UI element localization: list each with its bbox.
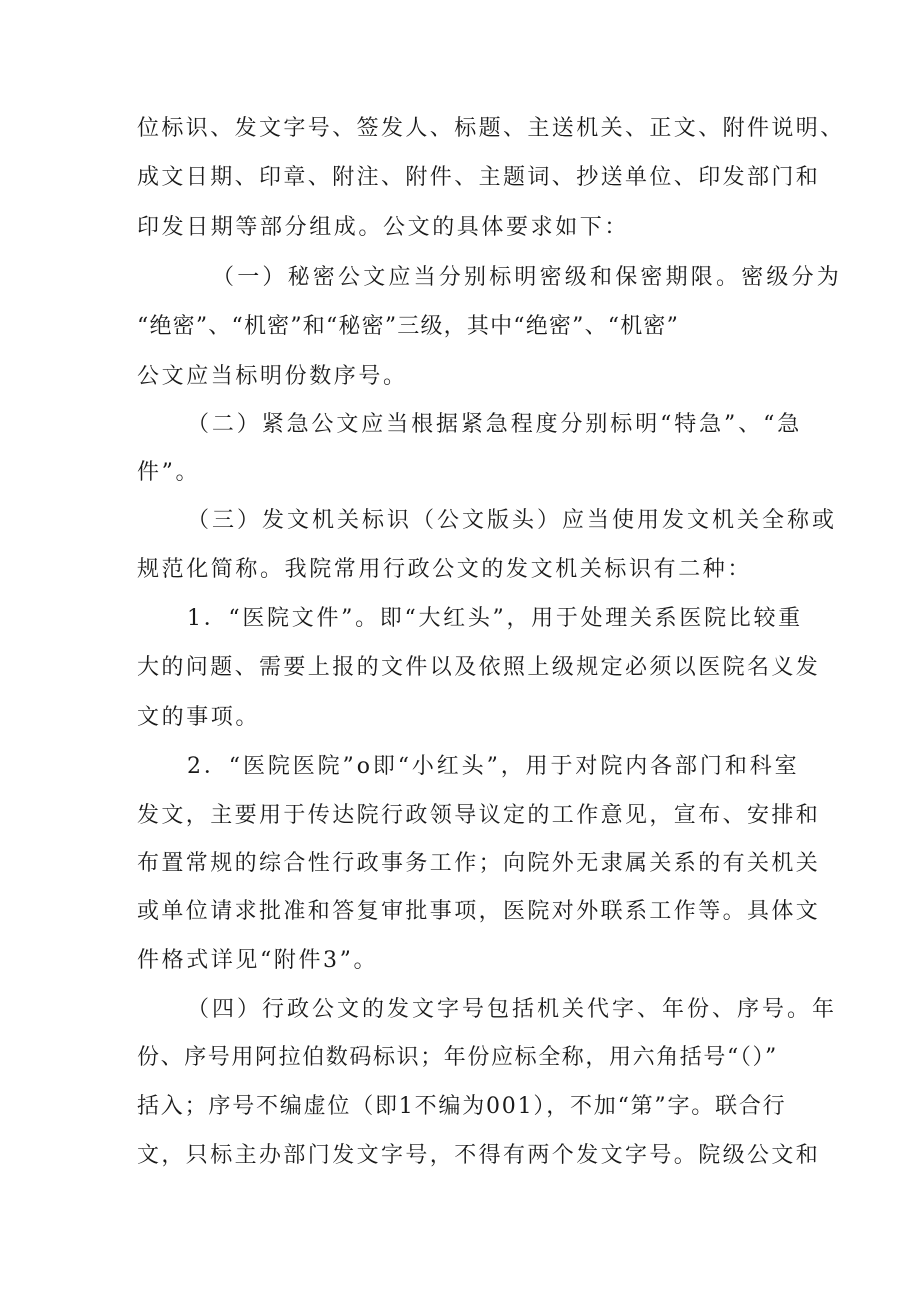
text-line-10: 规范化简称。我院常用行政公文的发文机关标识有二种： xyxy=(137,557,753,582)
text-line-19: （四）行政公文的发文字号包括机关代字、年份、序号。年 xyxy=(187,997,838,1022)
text-line-3: 印发日期等部分组成。公文的具体要求如下： xyxy=(137,215,630,240)
text-line-15: 发文，主要用于传达院行政领导议定的工作意见，宣布、安排和 xyxy=(137,803,821,828)
text-line-13: 文的事项。 xyxy=(137,705,261,730)
text-line-17: 或单位请求批准和答复审批事项，医院对外联系工作等。具体文 xyxy=(137,899,821,924)
text-line-12: 大的问题、需要上报的文件以及依照上级规定必须以医院名义发 xyxy=(137,655,821,680)
text-line-21: 括入；序号不编虚位（即1不编为001），不加“第”字。联合行 xyxy=(137,1094,787,1119)
text-line-5: “绝密”、“机密”和“秘密”三级，其中“绝密”、“机密” xyxy=(137,314,680,339)
text-line-9: （三）发文机关标识（公文版头）应当使用发文机关全称或 xyxy=(187,508,838,533)
text-line-8: 件”。 xyxy=(137,460,201,485)
text-line-6: 公文应当标明份数序号。 xyxy=(137,364,408,389)
text-line-14: 2．“医院医院”o即“小红头”，用于对院内各部门和科室 xyxy=(187,754,800,779)
text-line-1: 位标识、发文字号、签发人、标题、主送机关、正文、附件说明、 xyxy=(137,116,845,141)
text-line-2: 成文日期、印章、附注、附件、主题词、抄送单位、印发部门和 xyxy=(137,165,821,190)
text-line-7: （二）紧急公文应当根据紧急程度分别标明“特急”、“急 xyxy=(187,412,803,437)
text-line-20: 份、序号用阿拉伯数码标识；年份应标全称，用六角括号“（）” xyxy=(137,1045,778,1070)
text-line-18: 件格式详见“附件3”。 xyxy=(137,948,379,973)
text-line-22: 文，只标主办部门发文字号，不得有两个发文字号。院级公文和 xyxy=(137,1143,821,1168)
text-line-11: 1．“医院文件”。即“大红头”，用于处理关系医院比较重 xyxy=(187,606,803,631)
text-line-16: 布置常规的综合性行政事务工作；向院外无隶属关系的有关机关 xyxy=(137,851,821,876)
text-line-4: （一）秘密公文应当分别标明密级和保密期限。密级分为 xyxy=(212,265,843,290)
